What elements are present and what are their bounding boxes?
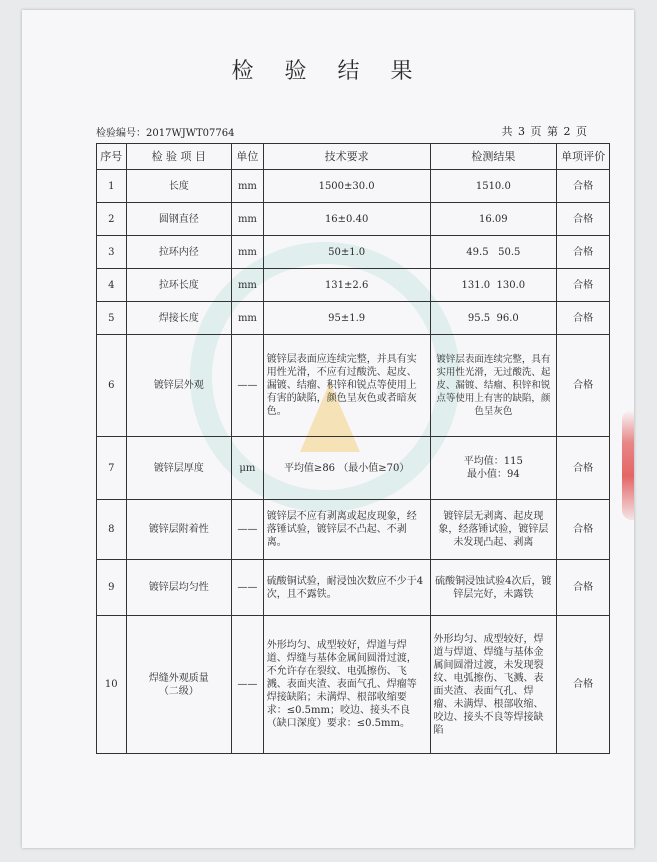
cell-unit: —— [232,560,264,616]
cell-no: 10 [97,616,127,754]
table-row [97,560,610,616]
cell-no: 2 [97,203,127,236]
table-row [97,335,610,437]
cell-requirement: 外形均匀、成型较好，焊道与焊道、焊缝与基体金属间圆滑过渡，不允许存在裂纹、电弧擦伤、飞溅、表面夹渣、表面气孔、焊瘤等焊接缺陷；未满焊、根部收缩要求：≤0.5mm；咬边、接头不良（缺口深度）要求：≤0.5mm。 [263,616,430,754]
cell-evaluation: 合格 [557,616,610,754]
page-title: 检 验 结 果 [231,59,425,84]
cell-unit: mm [232,302,264,335]
cell-result: 硫酸铜浸蚀试验4次后，镀锌层完好，未露铁 [430,560,557,616]
inspection-results-table [96,143,610,754]
document-page [22,10,634,848]
cell-result: 1510.0 [430,170,557,203]
cell-evaluation: 合格 [557,500,610,560]
cell-result: 49.5 50.5 [430,236,557,269]
item-grade: （二级） [158,685,199,697]
cell-item: 镀锌层均匀性 [126,560,232,616]
cell-item: 拉环内径 [126,236,232,269]
col-header-result: 检测结果 [430,144,557,170]
table-row [97,203,610,236]
cell-requirement: 95±1.9 [263,302,430,335]
cell-no: 1 [97,170,127,203]
cell-evaluation: 合格 [557,170,610,203]
cell-item: 镀锌层附着性 [126,500,232,560]
cell-item: 长度 [126,170,232,203]
table-row [97,236,610,269]
cell-no: 7 [97,437,127,500]
col-header-requirement: 技术要求 [263,144,430,170]
cell-no: 6 [97,335,127,437]
cell-item: 拉环长度 [126,269,232,302]
cell-item: 圆钢直径 [126,203,232,236]
cell-requirement: 50±1.0 [263,236,430,269]
cell-requirement: 镀锌层表面应连续完整，并具有实用性光滑，不应有过酸洗、起皮、漏镀、结瘤、积锌和锐点等使用上有害的缺陷，颜色呈灰色或者暗灰色。 [263,335,430,437]
table-row [97,616,610,754]
cell-unit: —— [232,616,264,754]
cell-item: 镀锌层外观 [126,335,232,437]
cell-requirement: 16±0.40 [263,203,430,236]
col-header-item: 检 验 项 目 [126,144,232,170]
page-indicator: 共 3 页 第 2 页 [501,125,588,138]
col-header-no: 序号 [97,144,127,170]
cell-no: 8 [97,500,127,560]
cell-requirement: 131±2.6 [263,269,430,302]
cell-unit: —— [232,500,264,560]
cell-evaluation: 合格 [557,560,610,616]
table-row [97,302,610,335]
cell-result: 131.0 130.0 [430,269,557,302]
cell-item [126,616,232,754]
cell-no: 3 [97,236,127,269]
cell-evaluation: 合格 [557,203,610,236]
cell-no: 5 [97,302,127,335]
cell-unit: mm [232,203,264,236]
red-seal-edge [622,410,634,520]
table-row [97,500,610,560]
cell-item: 焊接长度 [126,302,232,335]
cell-no: 9 [97,560,127,616]
report-number: 检验编号：2017WJWT07764 [96,128,235,139]
cell-result: 16.09 [430,203,557,236]
col-header-unit: 单位 [232,144,264,170]
cell-evaluation: 合格 [557,335,610,437]
cell-evaluation: 合格 [557,302,610,335]
cell-item: 镀锌层厚度 [126,437,232,500]
cell-unit: mm [232,236,264,269]
cell-unit: mm [232,170,264,203]
table-row [97,437,610,500]
cell-result: 镀锌层表面连续完整，具有实用性光滑，无过酸洗、起皮、漏镀、结瘤、积锌和锐点等使用上有害的缺陷，颜色呈灰色 [430,335,557,437]
result-minimum: 最小值：94 [466,469,520,480]
cell-result: 95.5 96.0 [430,302,557,335]
cell-unit: mm [232,269,264,302]
result-average: 平均值：115 [463,456,523,467]
cell-evaluation: 合格 [557,236,610,269]
table-header-row [97,144,610,170]
cell-evaluation: 合格 [557,269,610,302]
cell-result [430,437,557,500]
cell-evaluation: 合格 [557,437,610,500]
cell-no: 4 [97,269,127,302]
item-name: 焊缝外观质量 [148,672,209,684]
col-header-evaluation: 单项评价 [557,144,610,170]
cell-unit: —— [232,335,264,437]
cell-result: 镀锌层无剥离、起皮现象，经落锤试验，镀锌层未发现凸起、剥离 [430,500,557,560]
cell-requirement: 1500±30.0 [263,170,430,203]
cell-requirement: 镀锌层不应有剥离或起皮现象，经落锤试验，镀锌层不凸起、不剥离。 [263,500,430,560]
cell-requirement: 平均值≥86 （最小值≥70） [263,437,430,500]
cell-unit: μm [232,437,264,500]
table-row [97,269,610,302]
cell-result: 外形均匀、成型较好，焊道与焊道、焊缝与基体金属间圆滑过渡，未发现裂纹、电弧擦伤、飞溅、表面夹渣、表面气孔、焊瘤、未满焊、根部收缩、咬边、接头不良等焊接缺陷 [430,616,557,754]
cell-requirement: 硫酸铜试验，耐浸蚀次数应不少于4次，且不露铁。 [263,560,430,616]
table-row [97,170,610,203]
